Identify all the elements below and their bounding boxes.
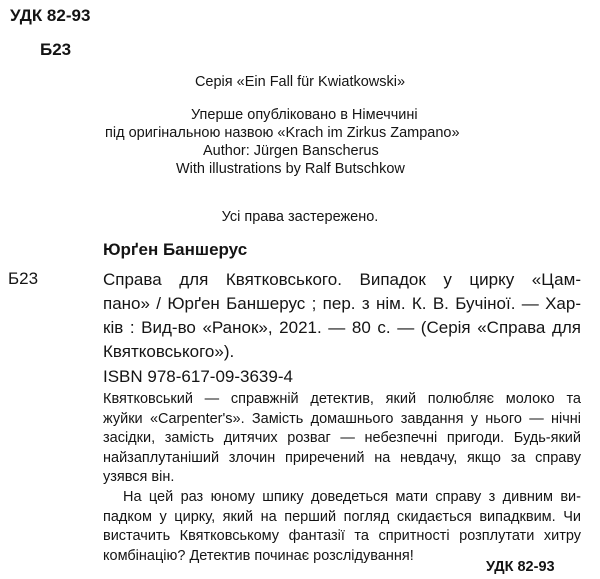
isbn: ISBN 978-617-09-3639-4 <box>103 367 293 386</box>
illustrator-credit-line: With illustrations by Ralf Butschkow <box>176 161 405 177</box>
rights-notice: Усі права застережено. <box>221 209 379 225</box>
record-cutter: Б23 <box>8 269 39 288</box>
bib-line: ків : Вид-во «Ранок», 2021. — 80 с. — (Серія «Справа для <box>103 318 581 337</box>
abstract-line: вистачить Квятковському фантазії та спритності розплутати хитру <box>103 528 581 545</box>
udk-footer: УДК 82-93 <box>486 559 555 575</box>
first-published-line: Уперше опубліковано в Німеччині <box>191 107 418 123</box>
bibliographic-description <box>103 268 581 364</box>
record-author: Юрґен Баншерус <box>103 240 248 259</box>
udk-code: УДК 82-93 <box>10 6 91 25</box>
abstract-line: засідки, замість дитячих розваг — небезпечні пригоди. Будь-який <box>103 430 581 447</box>
abstract-line: На цей раз юному шпику доведеться мати справу з дивним ви- <box>123 488 581 505</box>
bib-line: пано» / Юрґен Баншерус ; пер. з нім. К. В. Бучіної. — Хар- <box>103 294 581 313</box>
cutter-number: Б23 <box>40 40 72 59</box>
abstract-line: падком у цирку, який на перший погляд скидається випадквим. Чи <box>103 508 581 525</box>
bib-line: Справа для Квятковського. Випадок у цирку «Цам- <box>103 270 581 289</box>
original-title-line: під оригінальною назвою «Krach im Zirkus Zampano» <box>105 125 460 141</box>
abstract-line: Квятковський — справжній детектив, який полюбляє молоко та <box>103 391 581 407</box>
abstract-line: найзаплутаніший злочин приречений на невдачу, якщо за справу <box>103 449 581 466</box>
bib-line: Квятковського»). <box>103 342 235 361</box>
author-credit-line: Author: Jürgen Banscherus <box>203 143 379 159</box>
abstract-line: жуйки «Carpenter's». Замість домашнього завдання у нього — нічні <box>103 410 581 427</box>
abstract-line: узявся він. <box>103 469 175 486</box>
series-line: Серія «Ein Fall für Kwiatkowski» <box>194 74 406 90</box>
abstract <box>103 390 581 566</box>
abstract-line: комбінацію? Детектив починає розслідування! <box>103 547 414 564</box>
